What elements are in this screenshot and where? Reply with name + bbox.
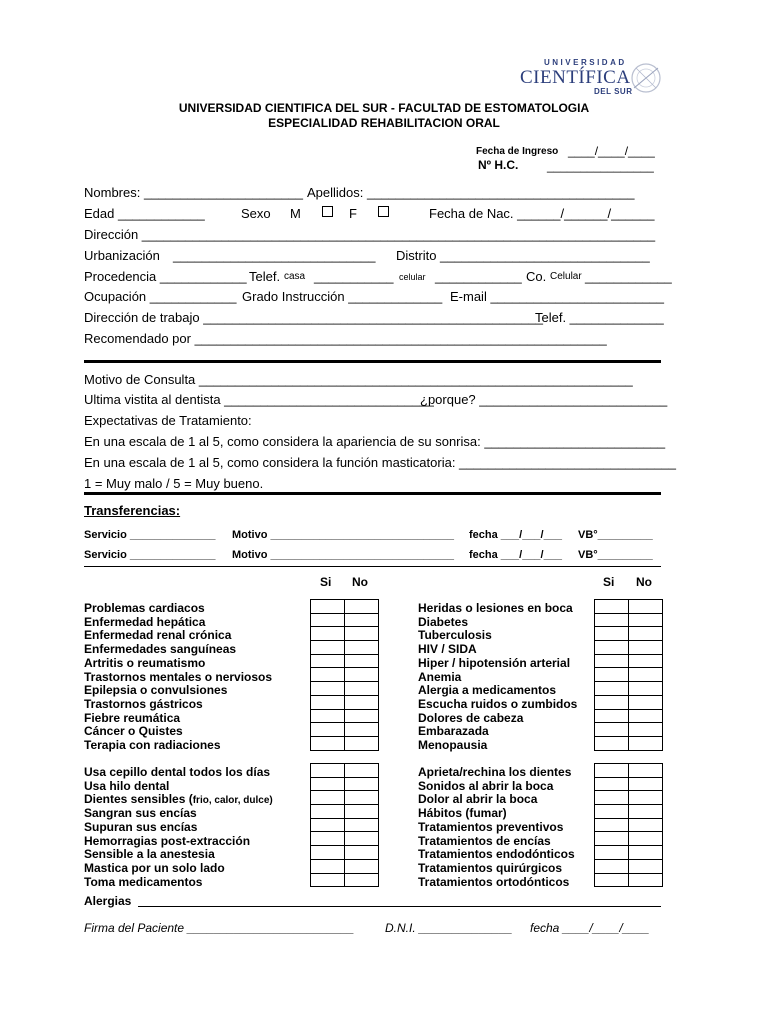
answer-no-cell[interactable] [345,777,379,791]
question-label: Tratamientos endodónticos [418,847,575,862]
co-label: Co. [526,269,547,284]
question-label: Problemas cardiacos [84,601,205,615]
question-item [418,601,573,615]
escala-masticatoria-field[interactable]: En una escala de 1 al 5, como considera la función masticatoria: ______________________________ [84,455,676,470]
answer-no-cell[interactable] [629,682,663,696]
transfer-vb-field[interactable]: VB°_________ [578,529,653,541]
question-label: Terapia con radiaciones [84,738,221,752]
logo-line1: UNIVERSIDAD [544,58,627,67]
question-label: Tratamientos preventivos [418,819,564,834]
question-item [84,779,169,793]
direccion-field[interactable]: Dirección _______________________________________________________________________ [84,227,656,242]
answer-no-cell[interactable] [629,668,663,682]
answer-no-cell[interactable] [345,668,379,682]
question-item [418,779,553,793]
telef-casa-field[interactable]: ___________ [314,269,394,284]
co-celular-field[interactable]: ____________ [585,269,672,284]
answer-no-cell[interactable] [345,682,379,696]
no-header-right: No [636,575,652,589]
question-label: Toma medicamentos [84,874,203,889]
answer-si-cell[interactable] [311,723,345,737]
answer-si-cell[interactable] [595,723,629,737]
sexo-m-checkbox[interactable] [322,206,333,217]
answer-no-cell[interactable] [345,641,379,655]
answer-no-cell[interactable] [629,859,663,873]
answer-no-cell[interactable] [629,695,663,709]
question-label: Hemorragias post-extracción [84,833,251,848]
sexo-m-label: M [290,206,301,221]
question-item [418,642,477,656]
question-label: Alergia a medicamentos [418,683,557,698]
answer-si-cell[interactable] [595,873,629,887]
sexo-f-label: F [349,206,357,221]
answer-si-cell[interactable] [595,777,629,791]
answer-no-cell[interactable] [345,832,379,846]
answer-si-cell[interactable] [311,641,345,655]
fecha-nac-field[interactable]: Fecha de Nac. ______/______/______ [429,206,655,221]
question-label: Enfermedad hepática [84,614,206,629]
form-subtitle: ESPECIALIDAD REHABILITACION ORAL [268,116,500,130]
answer-si-cell[interactable] [595,627,629,641]
answer-si-cell[interactable] [595,668,629,682]
section-divider [84,566,661,567]
question-item [418,670,461,684]
answer-no-cell[interactable] [345,723,379,737]
question-label: Usa hilo dental [84,778,170,793]
answer-no-cell[interactable] [629,600,663,614]
answer-si-cell[interactable] [311,791,345,805]
answer-no-cell[interactable] [345,846,379,860]
question-item [84,738,221,752]
question-item [84,601,205,615]
grado-field[interactable]: Grado Instrucción _____________ [242,289,443,304]
question-label: Fiebre reumática [84,710,181,725]
answer-si-cell[interactable] [595,818,629,832]
answer-no-cell[interactable] [345,805,379,819]
firma-paciente-field[interactable]: Firma del Paciente _________________________ [84,921,355,935]
question-item [84,642,236,656]
question-item [84,806,197,820]
hc-field[interactable]: ________________ [547,159,654,173]
answer-no-cell[interactable] [629,805,663,819]
question-item [418,724,489,738]
answer-no-cell[interactable] [345,654,379,668]
question-label: Cáncer o Quistes [84,724,183,739]
question-label: Hábitos (fumar) [418,806,507,821]
question-label: Dientes sensibles ( [84,792,193,807]
answer-si-cell[interactable] [311,668,345,682]
section-divider [84,492,661,495]
question-label: Hiper / hipotensión arterial [418,655,571,670]
answer-no-cell[interactable] [345,627,379,641]
question-label: Sensible a la anestesia [84,847,215,862]
question-label: Tuberculosis [418,628,492,643]
answer-si-cell[interactable] [311,777,345,791]
distrito-field[interactable]: Distrito _____________________________ [396,248,650,263]
question-item [84,724,183,738]
answer-no-cell[interactable] [629,709,663,723]
question-item [84,697,203,711]
question-item [418,806,507,820]
question-label: Heridas o lesiones en boca [418,601,573,615]
ocupacion-field[interactable]: Ocupación ____________ [84,289,237,304]
question-item [418,628,492,642]
answer-si-cell[interactable] [311,736,345,750]
si-header-left: Si [320,575,332,589]
question-label: Epilepsia o convulsiones [84,683,228,698]
urbanizacion-field[interactable]: ____________________________ [173,248,376,263]
escala-leyenda: 1 = Muy malo / 5 = Muy bueno. [84,476,264,491]
porque-field[interactable]: ¿porque? __________________________ [420,392,668,407]
transfer-motivo-field[interactable]: Motivo ______________________________ [232,549,455,561]
answer-grid-right-2[interactable] [594,763,663,887]
apellidos-field[interactable]: Apellidos: _____________________________________ [307,185,635,200]
answer-no-cell[interactable] [629,613,663,627]
question-item [84,847,215,861]
nombres-field[interactable]: Nombres: ______________________ [84,185,304,200]
question-label: Sangran sus encías [84,806,197,821]
question-label: Tratamientos quirúrgicos [418,860,563,875]
telef-trabajo-field[interactable]: Telef. _____________ [535,310,664,325]
question-label: Menopausia [418,738,488,752]
procedencia-field[interactable]: Procedencia ____________ [84,269,247,284]
answer-si-cell[interactable] [311,805,345,819]
question-label: Tratamientos ortodónticos [418,874,570,889]
no-header-left: No [352,575,368,589]
question-label: Trastornos gástricos [84,696,203,711]
answer-si-cell[interactable] [311,859,345,873]
celular-label: celular [399,272,426,282]
telef-casa-label: casa [284,271,306,282]
question-label: Dolores de cabeza [418,710,524,725]
answer-no-cell[interactable] [345,709,379,723]
question-item [418,875,569,889]
question-item [418,711,523,725]
question-label: Embarazada [418,724,489,739]
question-item [84,711,180,725]
answer-no-cell[interactable] [345,695,379,709]
question-label: Sonidos al abrir la boca [418,778,554,793]
question-label: Tratamientos de encías [418,833,551,848]
answer-si-cell[interactable] [595,805,629,819]
answer-si-cell[interactable] [595,695,629,709]
answer-no-cell[interactable] [345,818,379,832]
answer-si-cell[interactable] [311,682,345,696]
answer-si-cell[interactable] [311,627,345,641]
question-item [418,834,551,848]
fecha-ingreso-label: Fecha de Ingreso [476,146,559,157]
answer-si-cell[interactable] [311,600,345,614]
answer-si-cell[interactable] [595,682,629,696]
firma-fecha-field[interactable]: fecha ____/____/____ [530,921,650,935]
question-item [418,697,577,711]
logo-line3: DEL SUR [594,87,633,96]
answer-si-cell[interactable] [311,818,345,832]
question-item [84,820,197,834]
answer-grid-right-1[interactable] [594,599,663,751]
answer-si-cell[interactable] [311,709,345,723]
question-label: Dolor al abrir la boca [418,792,538,807]
answer-no-cell[interactable] [345,873,379,887]
answer-si-cell[interactable] [595,736,629,750]
university-logo [518,56,666,102]
sexo-label: Sexo [241,206,271,221]
recomendado-field[interactable]: Recomendado por _________________________________________________________ [84,331,607,346]
question-item [84,765,270,779]
section-divider [84,360,661,363]
answer-no-cell[interactable] [345,791,379,805]
co-celular-label: Celular [550,271,582,282]
celular-field[interactable]: ____________ [435,269,522,284]
answer-no-cell[interactable] [345,600,379,614]
answer-no-cell[interactable] [345,736,379,750]
question-item [418,861,562,875]
question-label: Enfermedad renal crónica [84,628,232,643]
question-item [418,847,575,861]
answer-si-cell[interactable] [311,654,345,668]
question-label: Escucha ruidos o zumbidos [418,696,578,711]
urbanizacion-label: Urbanización [84,248,160,263]
answer-si-cell[interactable] [311,764,345,778]
question-item [418,738,487,752]
answer-no-cell[interactable] [629,832,663,846]
answer-si-cell[interactable] [311,832,345,846]
answer-si-cell[interactable] [595,791,629,805]
answer-si-cell[interactable] [595,832,629,846]
answer-si-cell[interactable] [595,613,629,627]
question-item [84,875,202,889]
transferencias-title: Transferencias: [84,503,181,518]
dientes-sensibles-detail: frio, calor, dulce) [192,795,273,807]
answer-no-cell[interactable] [629,777,663,791]
answer-si-cell[interactable] [595,846,629,860]
answer-no-cell[interactable] [629,627,663,641]
question-item [418,683,556,697]
answer-si-cell[interactable] [311,613,345,627]
question-label: Mastica por un solo lado [84,860,225,875]
form-title: UNIVERSIDAD CIENTIFICA DEL SUR - FACULTAD DE ESTOMATOLOGIA [178,101,590,115]
question-label: Diabetes [418,614,469,629]
question-item [84,656,205,670]
question-item [84,615,205,629]
transfer-vb-field[interactable]: VB°_________ [578,549,653,561]
transfer-fecha-field[interactable]: fecha ___/___/___ [469,529,562,541]
answer-no-cell[interactable] [629,764,663,778]
answer-no-cell[interactable] [629,736,663,750]
answer-no-cell[interactable] [629,654,663,668]
question-item [84,861,225,875]
answer-no-cell[interactable] [629,846,663,860]
answer-si-cell[interactable] [595,654,629,668]
sexo-f-checkbox[interactable] [378,206,389,217]
answer-si-cell[interactable] [595,859,629,873]
answer-no-cell[interactable] [629,641,663,655]
ultima-visita-field[interactable]: Ultima vistita al dentista _____________________________ [84,392,434,407]
question-item [84,834,250,848]
email-field[interactable]: E-mail ________________________ [450,289,664,304]
question-label: Artritis o reumatismo [84,655,206,670]
question-item [418,792,537,806]
answer-no-cell[interactable] [629,791,663,805]
question-item [84,683,227,697]
answer-grid-left-2[interactable] [310,763,379,887]
telef-label: Telef. [249,269,281,284]
answer-grid-left-1[interactable] [310,599,379,751]
escala-sonrisa-field[interactable]: En una escala de 1 al 5, como considera la apariencia de su sonrisa: _________________________ [84,434,666,449]
question-item [84,670,272,684]
si-header-right: Si [603,575,615,589]
question-item [418,820,563,834]
edad-field[interactable]: Edad ____________ [84,206,205,221]
hc-label: Nº H.C. [478,158,519,172]
direccion-trabajo-field[interactable]: Dirección de trabajo _______________________________________________ [84,310,544,325]
question-label: Aprieta/rechina los dientes [418,765,572,779]
transfer-servicio-field[interactable]: Servicio ______________ [84,529,216,541]
answer-si-cell[interactable] [595,641,629,655]
question-label: Anemia [418,669,462,684]
answer-si-cell[interactable] [595,764,629,778]
question-item [418,765,571,779]
question-label: Usa cepillo dental todos los días [84,765,271,779]
logo-line2: CIENTÍFICA [520,67,631,88]
question-label: HIV / SIDA [418,642,477,657]
answer-no-cell[interactable] [345,613,379,627]
fecha-ingreso-field[interactable]: ____/____/____ [568,144,655,158]
question-label: Trastornos mentales o nerviosos [84,669,273,684]
answer-si-cell[interactable] [595,600,629,614]
answer-no-cell[interactable] [629,873,663,887]
transfer-servicio-field[interactable]: Servicio ______________ [84,549,216,561]
answer-si-cell[interactable] [311,873,345,887]
question-label: Enfermedades sanguíneas [84,642,237,657]
transfer-fecha-field[interactable]: fecha ___/___/___ [469,549,562,561]
question-item [418,656,570,670]
question-label: Supuran sus encías [84,819,198,834]
question-item [84,628,231,642]
answer-no-cell[interactable] [629,818,663,832]
answer-no-cell[interactable] [345,764,379,778]
alergias-field[interactable] [138,906,661,907]
motivo-consulta-field[interactable]: Motivo de Consulta ____________________________________________________________ [84,372,633,387]
answer-no-cell[interactable] [629,723,663,737]
question-item [418,615,468,629]
answer-si-cell[interactable] [311,846,345,860]
answer-no-cell[interactable] [345,859,379,873]
dni-field[interactable]: D.N.I. ______________ [385,921,513,935]
answer-si-cell[interactable] [595,709,629,723]
transfer-motivo-field[interactable]: Motivo ______________________________ [232,529,455,541]
answer-si-cell[interactable] [311,695,345,709]
expectativas-label: Expectativas de Tratamiento: [84,413,252,428]
alergias-label: Alergias [84,894,132,908]
